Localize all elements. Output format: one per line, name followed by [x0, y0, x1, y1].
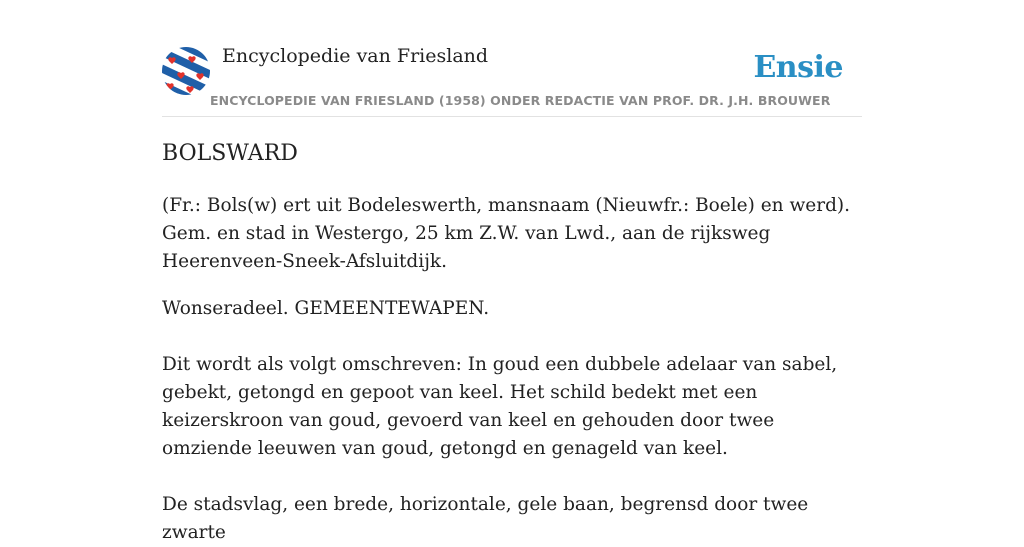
- entry-paragraph: Dit wordt als volgt omschreven: In goud een dubbele adelaar van sabel, gebekt, getongd en gepoot van keel. Het schild bedekt met een keizerskroon van goud, gevoerd van keel en gehouden door twee omziende leeuwen van goud, getongd en genageld van keel.: [162, 354, 838, 459]
- entry-paragraph: (Fr.: Bols(w) ert uit Bodeleswerth, mansnaam (Nieuwfr.: Boele) en werd). Gem. en stad in Westergo, 25 km Z.W. van Lwd., aan de rijksweg Heerenveen-Sneek-Afsluitdijk.: [162, 195, 851, 272]
- header: [162, 0, 862, 117]
- entry-title: BOLSWARD: [162, 141, 298, 166]
- page: [162, 0, 862, 543]
- entry-paragraph: Wonseradeel. GEMEENTEWAPEN.: [162, 298, 490, 319]
- entry-paragraph: De stadsvlag, een brede, horizontale, gele baan, begrensd door twee zwarte: [162, 494, 809, 543]
- book-title[interactable]: Encyclopedie van Friesland: [222, 45, 489, 67]
- brand-logo[interactable]: Ensie: [753, 50, 843, 85]
- frisian-flag-icon[interactable]: [162, 47, 210, 95]
- book-subtitle: ENCYCLOPEDIE VAN FRIESLAND (1958) ONDER REDACTIE VAN PROF. DR. J.H. BROUWER: [210, 93, 831, 108]
